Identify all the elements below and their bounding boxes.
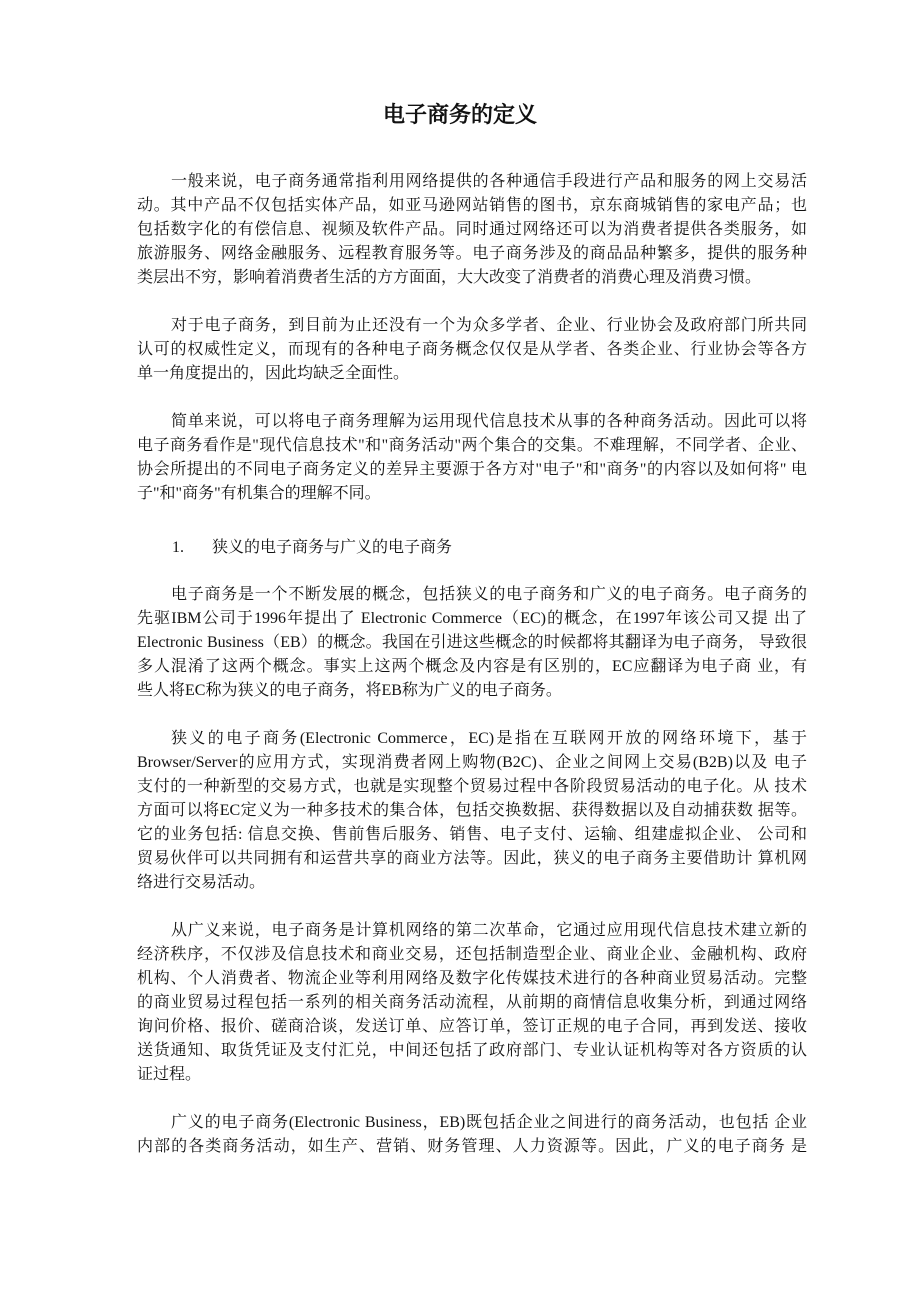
paragraph-line: 单一角度提出的，因此均缺乏全面性。 bbox=[137, 365, 410, 382]
paragraph-line: 包括数字化的有偿信息、视频及软件产品。同时通过网络还可以为消费者提供各类服务，如 bbox=[137, 221, 807, 238]
paragraph-line: 协会所提出的不同电子商务定义的差异主要源于各方对"电子"和"商务"的内容以及如何将" 电 bbox=[137, 461, 807, 478]
paragraph-line: 旅游服务、网络金融服务、远程教育服务等。电子商务涉及的商品品种繁多，提供的服务种 bbox=[137, 245, 807, 262]
paragraph-line: 贸易伙伴可以共同拥有和运营共享的商业方法等。因此，狭义的电子商务主要借助计 算机网 bbox=[137, 850, 807, 867]
paragraph-5 bbox=[137, 727, 807, 895]
paragraph-3 bbox=[137, 410, 807, 506]
paragraph-line: 对于电子商务，到目前为止还没有一个为众多学者、企业、行业协会及政府部门所共同 bbox=[171, 317, 807, 334]
paragraph-6 bbox=[137, 919, 807, 1087]
paragraph-line: 些人将EC称为狭义的电子商务，将EB称为广义的电子商务。 bbox=[137, 682, 562, 699]
paragraph-line: 认可的权威性定义，而现有的各种电子商务概念仅仅是从学者、各类企业、行业协会等各方 bbox=[137, 341, 807, 358]
paragraph-2 bbox=[137, 314, 807, 386]
paragraph-line: 电子商务看作是"现代信息技术"和"商务活动"两个集合的交集。不难理解，不同学者、企业、 bbox=[137, 437, 807, 454]
section-heading bbox=[172, 536, 452, 560]
paragraph-line: 证过程。 bbox=[137, 1066, 202, 1083]
paragraph-line: 狭义的电子商务(Electronic Commerce，EC)是指在互联网开放的网络环境下，基于 bbox=[171, 730, 807, 747]
paragraph-line: 先驱IBM公司于1996年提出了 Electronic Commerce（EC)的概念，在1997年该公司又提 出了 bbox=[137, 610, 807, 627]
paragraph-line: 子"和"商务"有机集合的理解不同。 bbox=[137, 485, 381, 502]
paragraph-line: Electronic Business（EB）的概念。我国在引进这些概念的时候都将其翻译为电子商务， 导致很 bbox=[137, 634, 807, 651]
paragraph-line: 经济秩序，不仅涉及信息技术和商业交易，还包括制造型企业、商业企业、金融机构、政府 bbox=[137, 946, 807, 963]
paragraph-line: 方面可以将EC定义为一种多技术的集合体，包括交换数据、获得数据以及自动捕获数 据等。 bbox=[137, 802, 807, 819]
paragraph-line: 询问价格、报价、磋商洽谈，发送订单、应答订单，签订正规的电子合同，再到发送、接收 bbox=[137, 1018, 807, 1035]
paragraph-line: 送货通知、取货凭证及支付汇兑，中间还包括了政府部门、专业认证机构等对各方资质的认 bbox=[137, 1042, 807, 1059]
paragraph-line: 电子商务是一个不断发展的概念，包括狭义的电子商务和广义的电子商务。电子商务的 bbox=[171, 586, 807, 603]
paragraph-line: 络进行交易活动。 bbox=[137, 874, 266, 891]
paragraph-line: 的商业贸易过程包括一系列的相关商务活动流程，从前期的商情信息收集分析，到通过网络 bbox=[137, 994, 807, 1011]
paragraph-4 bbox=[137, 583, 807, 703]
paragraph-line: 多人混淆了这两个概念。事实上这两个概念及内容是有区别的，EC应翻译为电子商 业，有 bbox=[137, 658, 807, 675]
paragraph-line: 从广义来说，电子商务是计算机网络的第二次革命，它通过应用现代信息技术建立新的 bbox=[171, 922, 807, 939]
paragraph-line: 广义的电子商务(Electronic Business，EB)既包括企业之间进行的商务活动，也包括 企业 bbox=[171, 1114, 807, 1131]
paragraph-1 bbox=[137, 170, 807, 290]
paragraph-line: 它的业务包括: 信息交换、售前售后服务、销售、电子支付、运输、组建虚拟企业、 公司和 bbox=[137, 826, 807, 843]
paragraph-line: Browser/Server的应用方式，实现消费者网上购物(B2C)、企业之间网上交易(B2B)以及 电子 bbox=[137, 754, 807, 771]
paragraph-line: 内部的各类商务活动，如生产、营销、财务管理、人力资源等。因此，广义的电子商务 是 bbox=[137, 1138, 807, 1155]
paragraph-line: 一般来说，电子商务通常指利用网络提供的各种通信手段进行产品和服务的网上交易活 bbox=[171, 173, 807, 190]
document-title: 电子商务的定义 bbox=[382, 102, 537, 127]
paragraph-line: 动。其中产品不仅包括实体产品，如亚马逊网站销售的图书，京东商城销售的家电产品；也 bbox=[137, 197, 807, 214]
paragraph-line: 简单来说，可以将电子商务理解为运用现代信息技术从事的各种商务活动。因此可以将 bbox=[171, 413, 807, 430]
paragraph-line: 类层出不穷，影响着消费者生活的方方面面，大大改变了消费者的消费心理及消费习惯。 bbox=[137, 269, 762, 286]
paragraph-line: 机构、个人消费者、物流企业等利用网络及数字化传媒技术进行的各种商业贸易活动。完整 bbox=[137, 970, 807, 987]
section-heading-text: 狭义的电子商务与广义的电子商务 bbox=[212, 539, 453, 556]
section-number: 1. bbox=[172, 539, 184, 556]
paragraph-7 bbox=[137, 1111, 807, 1159]
paragraph-line: 支付的一种新型的交易方式，也就是实现整个贸易过程中各阶段贸易活动的电子化。从 技术 bbox=[137, 778, 807, 795]
